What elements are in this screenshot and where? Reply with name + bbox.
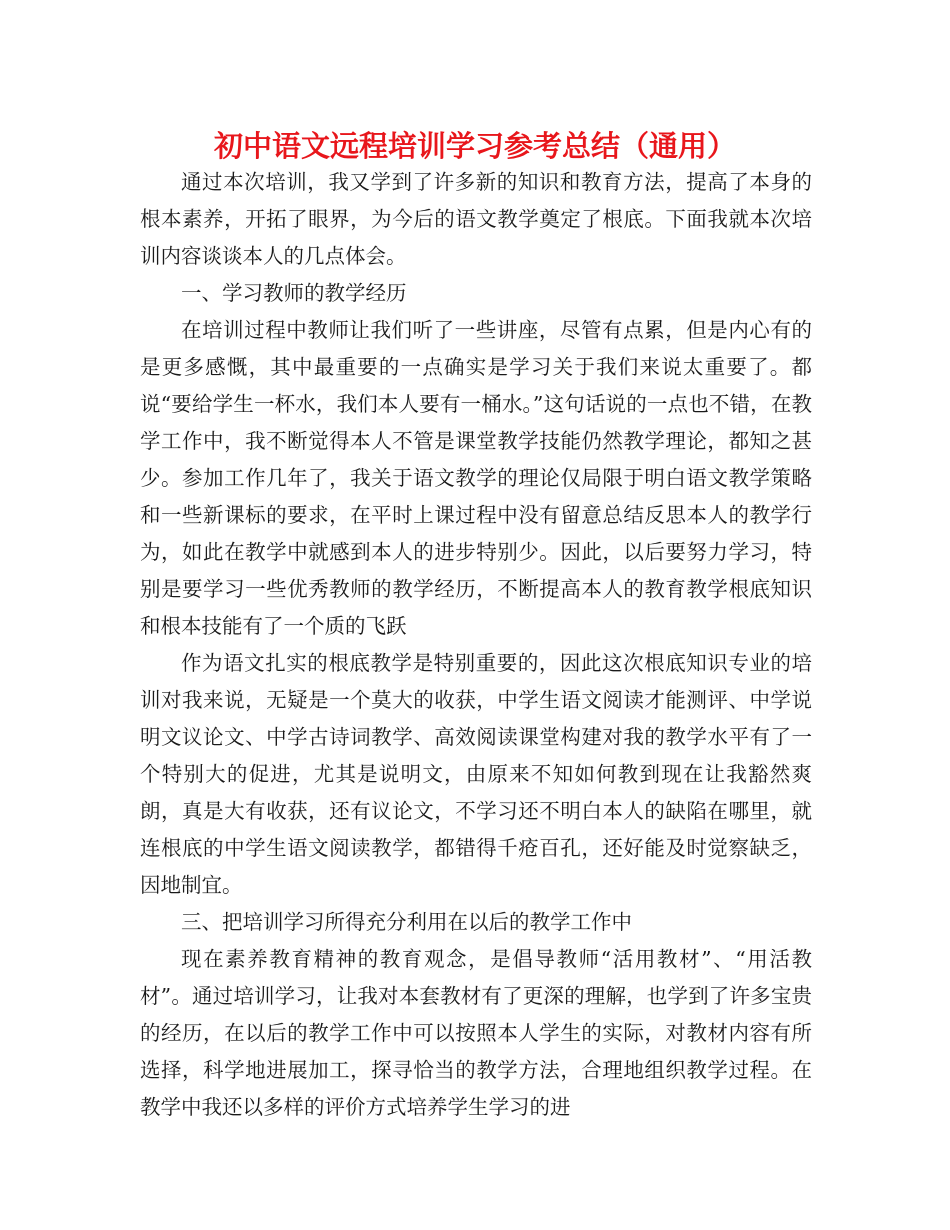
- document-title: 初中语文远程培训学习参考总结（通用）: [213, 129, 736, 163]
- paragraph-basics: 作为语文扎实的根底教学是特别重要的，因此这次根底知识专业的培训对我来说，无疑是一个莫大的收获，中学生语文阅读才能测评、中学说明文议论文、中学古诗词教学、高效阅读课堂构建对我的教学水平有了一个特别大的促进，尤其是说明文，由原来不知如何教到现在让我豁然爽朗，真是大有收获，还有议论文，不学习还不明白本人的缺陷在哪里，就连根底的中学生语文阅读教学，都错得千疮百孔，还好能及时觉察缺乏，因地制宜。: [140, 651, 812, 897]
- section-heading-3: 三、把培训学习所得充分利用在以后的教学工作中: [181, 910, 632, 934]
- document-body: [140, 164, 812, 1126]
- paragraph-section-3: 现在素养教育精神的教育观念，是倡导教师“活用教材”、“用活教材”。通过培训学习，让我对本套教材有了更深的理解，也学到了许多宝贵的经历，在以后的教学工作中可以按照本人学生的实际，对教材内容有所选择，科学地进展加工，探寻恰当的教学方法，合理地组织教学过程。在教学中我还以多样的评价方式培养学生学习的进: [140, 947, 812, 1119]
- paragraph-intro: 通过本次培训，我又学到了许多新的知识和教育方法，提高了本身的根本素养，开拓了眼界，为今后的语文教学奠定了根底。下面我就本次培训内容谈谈本人的几点体会。: [140, 170, 812, 268]
- section-heading-1: 一、学习教师的教学经历: [181, 281, 407, 305]
- paragraph-section-1: 在培训过程中教师让我们听了一些讲座，尽管有点累，但是内心有的是更多感慨，其中最重要的一点确实是学习关于我们来说太重要了。都说“要给学生一杯水，我们本人要有一桶水。”这句话说的一点也不错，在教学工作中，我不断觉得本人不管是课堂教学技能仍然教学理论，都知之甚少。参加工作几年了，我关于语文教学的理论仅局限于明白语文教学策略和一些新课标的要求，在平时上课过程中没有留意总结反思本人的教学行为，如此在教学中就感到本人的进步特别少。因此，以后要努力学习，特别是要学习一些优秀教师的教学经历，不断提高本人的教育教学根底知识和根本技能有了一个质的飞跃: [140, 318, 812, 638]
